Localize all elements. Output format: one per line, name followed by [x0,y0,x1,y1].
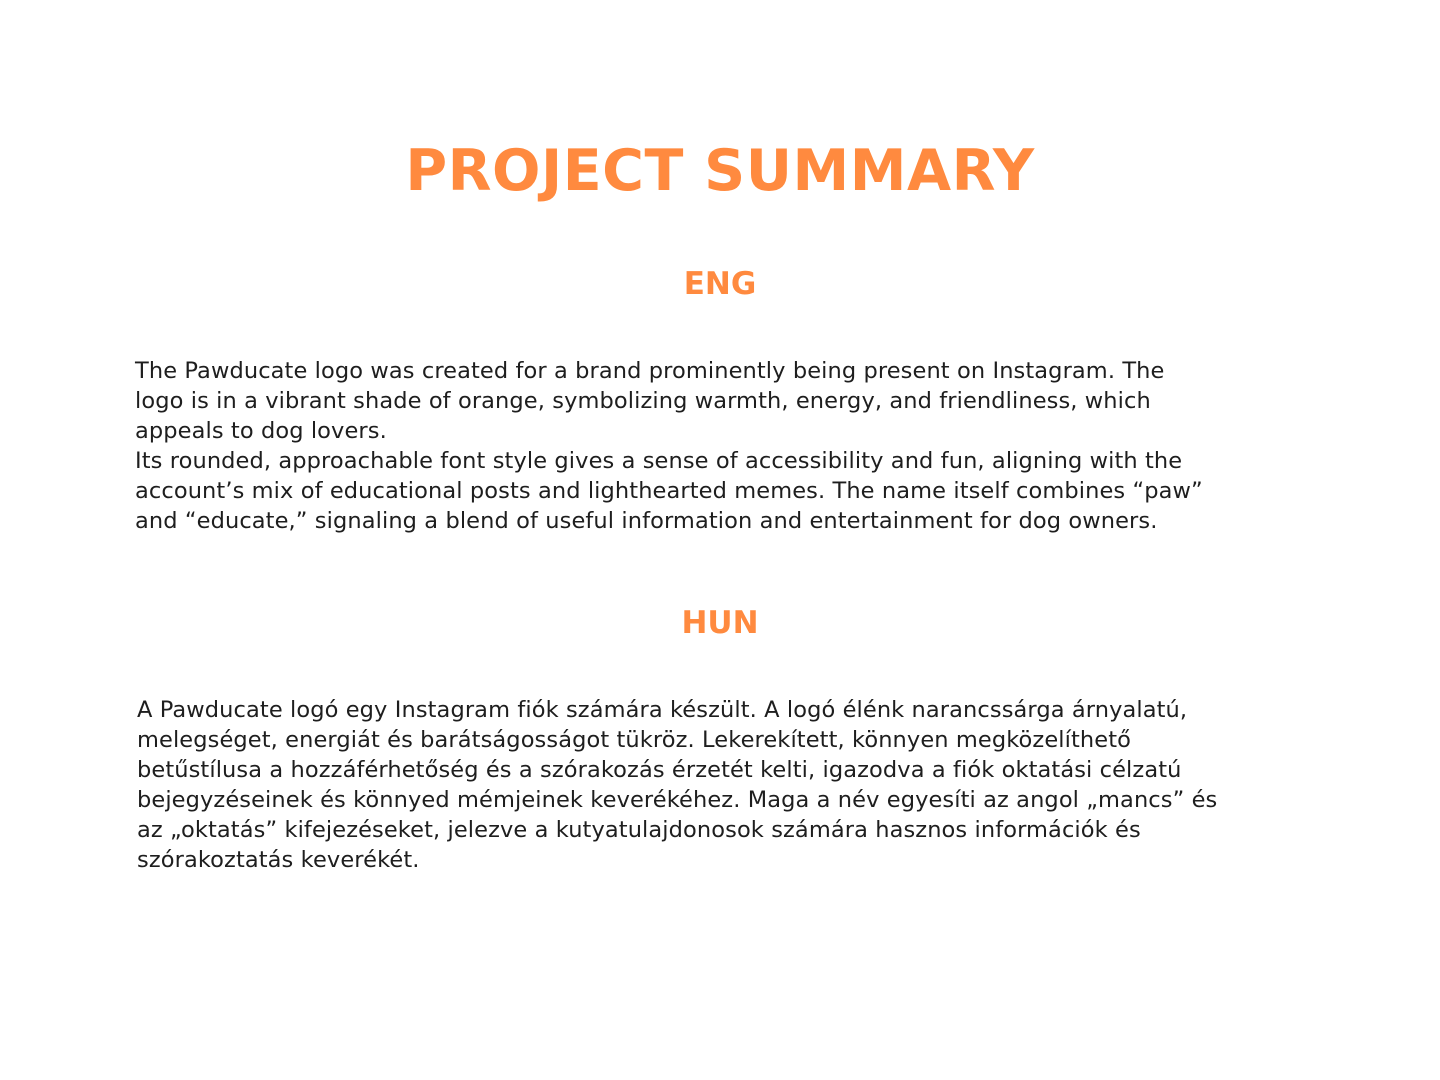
hun-summary-line: A Pawducate logó egy Instagram fiók számára készült. A logó élénk narancssárga árnyalatú, [137,697,1188,723]
hun-summary-line: melegséget, energiát és barátságosságot tükröz. Lekerekített, könnyen megközelíthető [137,727,1131,753]
hun-summary-line: bejegyzéseinek és könnyed mémjeinek keverékéhez. Maga a név egyesíti az angol „mancs” és [137,787,1218,813]
eng-section-heading: ENG [683,266,757,302]
eng-summary-paragraph [135,356,1203,536]
eng-summary-line: and “educate,” signaling a blend of useful information and entertainment for dog owners. [135,508,1158,534]
eng-summary-line: logo is in a vibrant shade of orange, symbolizing warmth, energy, and friendliness, which [135,388,1151,414]
hun-section-heading: HUN [681,605,759,641]
eng-summary-line: Its rounded, approachable font style gives a sense of accessibility and fun, aligning with the [135,448,1183,474]
hun-summary-line: szórakoztatás keverékét. [137,847,420,873]
eng-summary-line: account’s mix of educational posts and lighthearted memes. The name itself combines “paw” [135,478,1203,504]
hun-summary-line: az „oktatás” kifejezéseket, jelezve a kutyatulajdonosok számára hasznos információk és [137,817,1141,843]
page-title: PROJECT SUMMARY [405,138,1035,204]
eng-summary-line: appeals to dog lovers. [135,418,387,444]
hun-summary-line: betűstílusa a hozzáférhetőség és a szórakozás érzetét kelti, igazodva a fiók oktatási célzatú [137,757,1182,783]
eng-summary-line: The Pawducate logo was created for a brand prominently being present on Instagram. The [135,358,1165,384]
hun-summary-paragraph [137,695,1217,875]
